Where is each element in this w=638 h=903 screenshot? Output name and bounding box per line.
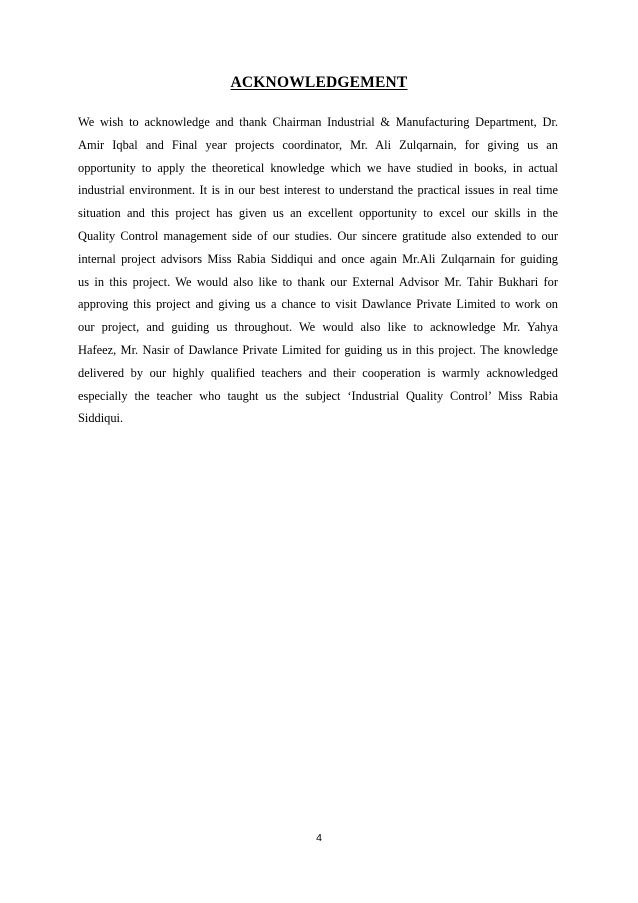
paragraph-line: Quality Control management side of our studies. Our sincere gratitude also extended to our bbox=[78, 228, 558, 243]
paragraph-line: industrial environment. It is in our best interest to understand the practical issues in real time bbox=[78, 183, 558, 198]
paragraph-line: our project, and guiding us throughout. We would also like to acknowledge Mr. Yahya bbox=[78, 320, 558, 335]
paragraph-line: delivered by our highly qualified teachers and their cooperation is warmly acknowledged bbox=[78, 365, 558, 380]
paragraph-line: especially the teacher who taught us the subject ‘Industrial Quality Control’ Miss Rabia bbox=[78, 388, 558, 403]
paragraph-line: internal project advisors Miss Rabia Siddiqui and once again Mr.Ali Zulqarnain for guiding bbox=[78, 251, 558, 266]
paragraph-line: Amir Iqbal and Final year projects coordinator, Mr. Ali Zulqarnain, for giving us an bbox=[78, 137, 558, 152]
paragraph-line: Hafeez, Mr. Nasir of Dawlance Private Limited for guiding us in this project. The knowledge bbox=[78, 342, 558, 357]
paragraph-line: Siddiqui. bbox=[78, 411, 124, 426]
paragraph-line: opportunity to apply the theoretical knowledge which we have studied in books, in actual bbox=[78, 160, 558, 175]
page-heading: ACKNOWLEDGEMENT bbox=[230, 74, 408, 91]
page-number: 4 bbox=[316, 832, 322, 844]
paragraph-line: us in this project. We would also like to thank our External Advisor Mr. Tahir Bukhari for bbox=[78, 274, 558, 289]
paragraph-line: situation and this project has given us an excellent opportunity to excel our skills in the bbox=[78, 206, 558, 221]
paragraph-line: We wish to acknowledge and thank Chairman Industrial & Manufacturing Department, Dr. bbox=[78, 115, 558, 129]
acknowledgement-paragraph bbox=[78, 111, 558, 430]
paragraph-line: approving this project and giving us a chance to visit Dawlance Private Limited to work on bbox=[78, 297, 558, 312]
